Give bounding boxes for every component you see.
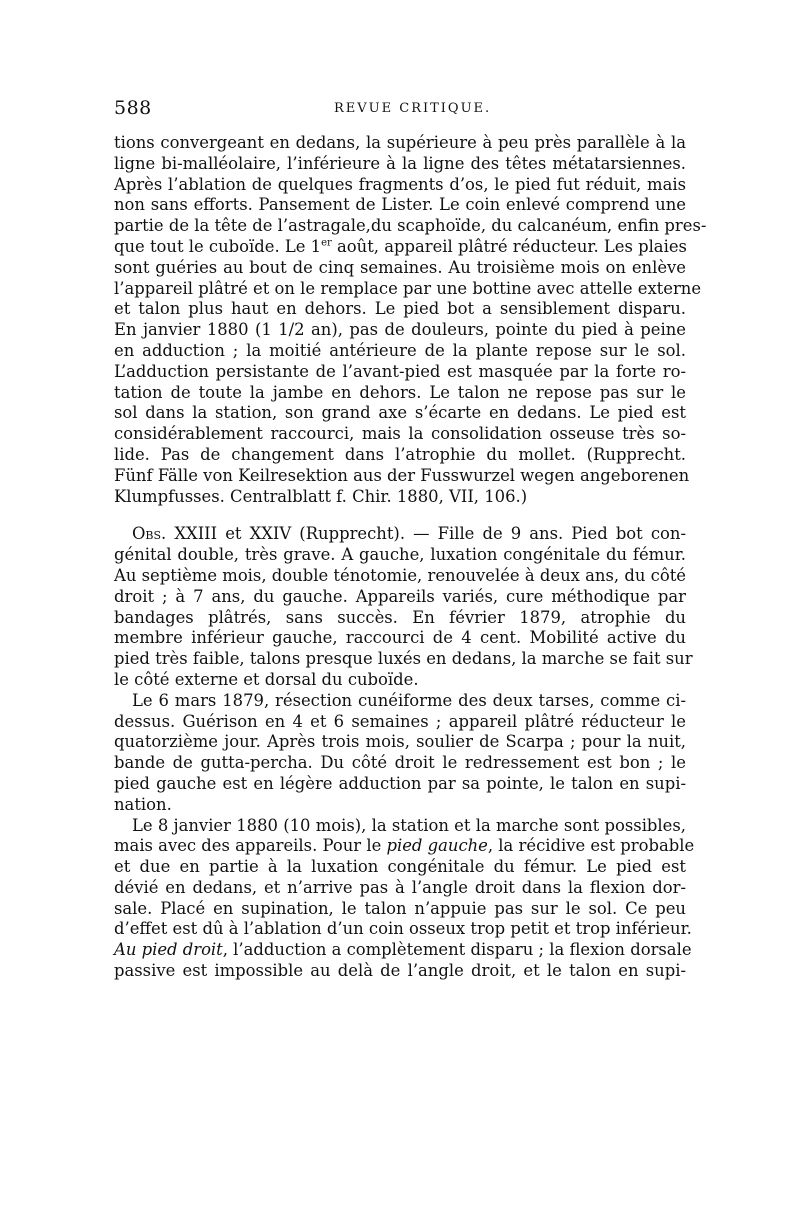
paragraph-spacer: [114, 507, 686, 524]
text-line: le côté externe et dorsal du cuboïde.: [114, 669, 419, 689]
text-line: bandages plâtrés, sans succès. En février 1879, atrophie du: [114, 607, 686, 627]
text-line: bande de gutta-percha. Du côté droit le redressement est bon ; le: [114, 753, 686, 773]
paragraph-continuation: [114, 133, 707, 507]
text-line: Fünf Fälle von Keilresektion aus der Fusswurzel wegen angeborenen: [114, 465, 690, 485]
ordinal-superscript: er: [321, 237, 332, 249]
text-line: [114, 940, 692, 961]
body-text: [114, 133, 707, 982]
text-line: l’appareil plâtré et on le remplace par une bottine avec attelle externe: [114, 278, 702, 298]
line-part: , l’adduction a complètement disparu ; la flexion dorsale: [222, 940, 692, 960]
text-line: sale. Placé en supination, le talon n’appuie pas sur le sol. Ce peu: [114, 898, 686, 918]
paragraph: [114, 691, 686, 816]
text-line: [114, 237, 686, 258]
line-part: août, appareil plâtré réducteur. Les plaies: [331, 236, 687, 256]
line-part: XXIII et XXIV (Rupprecht). — Fille de 9 ans. Pied bot con-: [166, 524, 686, 544]
running-title: REVUE CRITIQUE.: [334, 101, 492, 116]
text-line: Le 6 mars 1879, résection cunéiforme des deux tarses, comme ci-: [132, 690, 686, 710]
text-line: tation de toute la jambe en dehors. Le talon ne repose pas sur le: [114, 382, 686, 402]
line-part: mais avec des appareils. Pour le: [114, 836, 387, 856]
observation-block: [114, 524, 693, 690]
text-line: non sans efforts. Pansement de Lister. Le coin enlevé comprend une: [114, 195, 686, 215]
page-header: [114, 97, 684, 121]
text-line: [114, 524, 686, 545]
text-line: Le 8 janvier 1880 (10 mois), la station et la marche sont possibles,: [132, 815, 686, 835]
line-part: , la récidive est probable: [487, 836, 695, 856]
text-line: droit ; à 7 ans, du gauche. Appareils variés, cure méthodique par: [114, 586, 686, 606]
text-line: passive est impossible au delà de l’angle droit, et le talon en supi-: [114, 961, 686, 981]
text-line: pied très faible, talons presque luxés en dedans, la marche se fait sur: [114, 649, 693, 669]
paragraph: [114, 815, 695, 982]
text-line: membre inférieur gauche, raccourci de 4 cent. Mobilité active du: [114, 628, 686, 648]
page-number: 588: [114, 97, 152, 119]
text-line: quatorzième jour. Après trois mois, soulier de Scarpa ; pour la nuit,: [114, 732, 686, 752]
emphasis-text: pied gauche: [386, 836, 488, 856]
text-line: considérablement raccourci, mais la consolidation osseuse très so-: [114, 424, 686, 444]
text-line: Au septième mois, double ténotomie, renouvelée à deux ans, du côté: [114, 565, 686, 585]
text-line: En janvier 1880 (1 1/2 an), pas de douleurs, pointe du pied à peine: [114, 320, 686, 340]
text-line: en adduction ; la moitié antérieure de la plante repose sur le sol.: [114, 340, 686, 360]
text-line: L’adduction persistante de l’avant-pied est masquée par la forte ro-: [114, 361, 686, 381]
text-line: sol dans la station, son grand axe s’écarte en dedans. Le pied est: [114, 403, 686, 423]
text-line: partie de la tête de l’astragale,du scaphoïde, du calcanéum, enfin pres-: [114, 216, 707, 236]
text-line: Klumpfusses. Centralblatt f. Chir. 1880, VII, 106.): [114, 486, 528, 506]
obs-label: Obs.: [132, 524, 167, 544]
emphasis-text: Au pied droit: [114, 940, 223, 960]
text-line: lide. Pas de changement dans l’atrophie du mollet. (Rupprecht.: [114, 444, 686, 464]
text-line: pied gauche est en légère adduction par sa pointe, le talon en supi-: [114, 773, 686, 793]
text-line: nation.: [114, 794, 172, 814]
text-line: sont guéries au bout de cinq semaines. Au troisième mois on enlève: [114, 257, 686, 277]
line-part: que tout le cuboïde. Le 1: [114, 236, 322, 256]
text-line: génital double, très grave. A gauche, luxation congénitale du fémur.: [114, 545, 686, 565]
text-line: ligne bi-malléolaire, l’inférieure à la ligne des têtes métatarsiennes.: [114, 153, 686, 173]
text-line: Après l’ablation de quelques fragments d’os, le pied fut réduit, mais: [114, 174, 686, 194]
text-line: tions convergeant en dedans, la supérieure à peu près parallèle à la: [114, 133, 686, 152]
text-line: et due en partie à la luxation congénitale du fémur. Le pied est: [114, 857, 686, 877]
text-line: [114, 836, 695, 857]
text-line: dessus. Guérison en 4 et 6 semaines ; appareil plâtré réducteur le: [114, 711, 686, 731]
text-line: et talon plus haut en dehors. Le pied bot a sensiblement disparu.: [114, 299, 686, 319]
text-line: d’effet est dû à l’ablation d’un coin osseux trop petit et trop inférieur.: [114, 919, 692, 939]
text-line: dévié en dedans, et n’arrive pas à l’angle droit dans la flexion dor-: [114, 877, 686, 897]
